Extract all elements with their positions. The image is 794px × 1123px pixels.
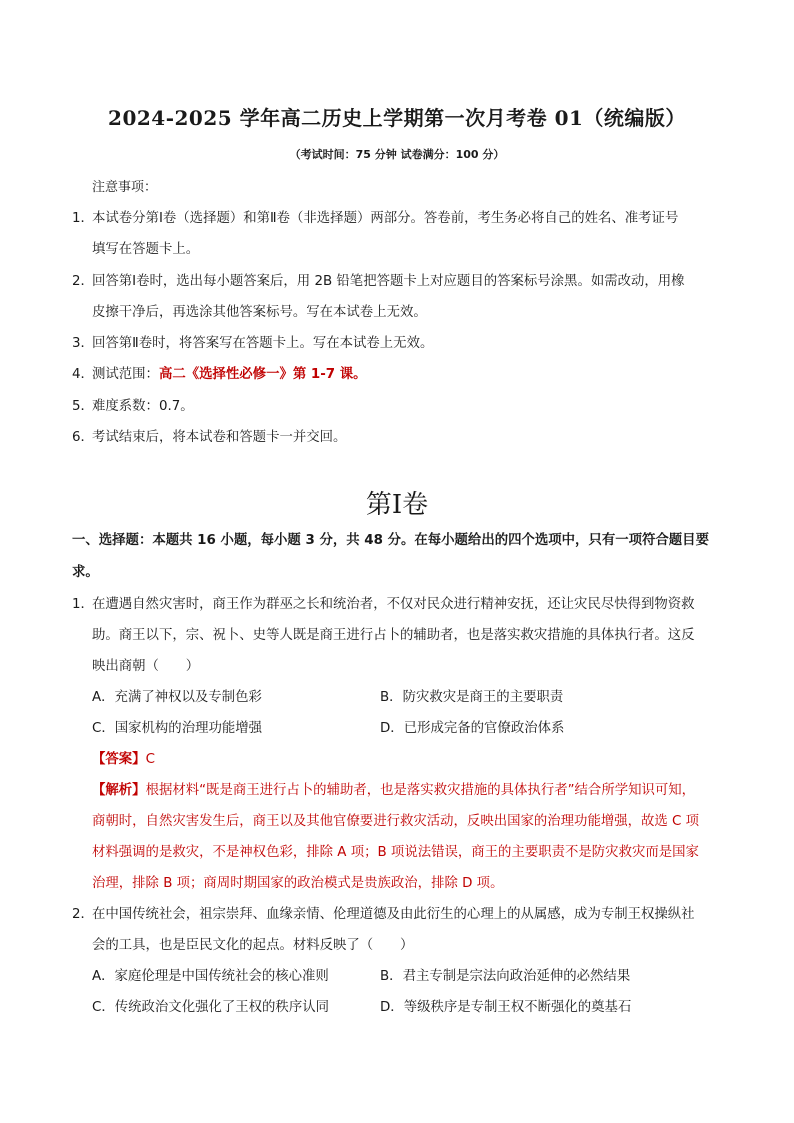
answer-value: C xyxy=(145,752,155,767)
answer-tag: 【答案】 xyxy=(92,752,146,767)
test-scope: 高二《选择性必修一》第 1-7 课。 xyxy=(158,367,367,382)
option-b: B．防灾救灾是商王的主要职责 xyxy=(380,690,564,705)
note-line: 回答第Ⅰ卷时，选出每小题答案后，用 2B 铅笔把答题卡上对应题目的答案标号涂黑。如需改动，用橡 xyxy=(92,274,685,289)
question-text: 会的工具，也是臣民文化的起点。材料反映了（ ） xyxy=(92,938,414,953)
note-line: 本试卷分第Ⅰ卷（选择题）和第Ⅱ卷（非选择题）两部分。答卷前，考生务必将自己的姓名、准考证号 xyxy=(92,211,679,226)
note-number: 3． xyxy=(72,336,94,351)
answer-line xyxy=(92,748,155,767)
option-b: B．君主专制是宗法向政治延伸的必然结果 xyxy=(380,969,631,984)
note-number: 1． xyxy=(72,211,94,226)
section-intro: 一、选择题：本题共 16 小题，每小题 3 分，共 48 分。在每小题给出的四个选项中，只有一项符合题目要 xyxy=(72,533,709,548)
question-number: 1． xyxy=(72,597,94,612)
note-number: 4． xyxy=(72,367,94,382)
section-intro: 求。 xyxy=(72,565,99,580)
question-text: 在遭遇自然灾害时，商王作为群巫之长和统治者，不仅对民众进行精神安抚，还让灾民尽快得到物资救 xyxy=(92,597,695,612)
note-line: 填写在答题卡上。 xyxy=(92,242,200,257)
exam-subtitle: （考试时间：75 分钟 试卷满分：100 分） xyxy=(289,148,505,161)
note-number: 2． xyxy=(72,274,94,289)
question-number: 2． xyxy=(72,907,94,922)
note-line: 难度系数：0.7。 xyxy=(92,399,194,414)
question-text: 映出商朝（ ） xyxy=(92,659,200,674)
note-line: 皮擦干净后，再选涂其他答案标号。写在本试卷上无效。 xyxy=(92,305,427,320)
note-line xyxy=(92,363,367,382)
note-prefix: 测试范围： xyxy=(92,367,159,382)
notes-heading: 注意事项： xyxy=(92,180,158,195)
note-line: 考试结束后，将本试卷和答题卡一并交回。 xyxy=(92,430,347,445)
option-c: C．国家机构的治理功能增强 xyxy=(92,721,263,736)
note-number: 6． xyxy=(72,430,94,445)
analysis-line xyxy=(92,779,695,798)
option-a: A．充满了神权以及专制色彩 xyxy=(92,690,262,705)
analysis-text: 根据材料“既是商王进行占卜的辅助者，也是落实救灾措施的具体执行者”结合所学知识可知， xyxy=(145,783,696,798)
analysis-text: 材料强调的是救灾，不是神权色彩，排除 A 项；B 项说法错误，商王的主要职责不是防灾救灾而是国家 xyxy=(92,845,699,860)
analysis-tag: 【解析】 xyxy=(92,783,146,798)
option-c: C．传统政治文化强化了王权的秩序认同 xyxy=(92,1000,329,1015)
exam-title: 2024-2025 学年高二历史上学期第一次月考卷 01（统编版） xyxy=(108,106,686,130)
analysis-text: 商朝时，自然灾害发生后，商王以及其他官僚要进行救灾活动，反映出国家的治理功能增强，故选 C 项 xyxy=(92,814,700,829)
option-d: D．已形成完备的官僚政治体系 xyxy=(380,721,565,736)
option-d: D．等级秩序是专制王权不断强化的奠基石 xyxy=(380,1000,632,1015)
note-number: 5． xyxy=(72,399,94,414)
note-line: 回答第Ⅱ卷时，将答案写在答题卡上。写在本试卷上无效。 xyxy=(92,336,434,351)
analysis-text: 治理，排除 B 项；商周时期国家的政治模式是贵族政治，排除 D 项。 xyxy=(92,876,504,891)
option-a: A．家庭伦理是中国传统社会的核心准则 xyxy=(92,969,329,984)
question-text: 助。商王以下，宗、祝卜、史等人既是商王进行占卜的辅助者，也是落实救灾措施的具体执行者。这反 xyxy=(92,628,695,643)
question-text: 在中国传统社会，祖宗崇拜、血缘亲情、伦理道德及由此衍生的心理上的从属感，成为专制王权操纵社 xyxy=(92,907,695,922)
section-title: 第Ⅰ卷 xyxy=(365,490,429,520)
